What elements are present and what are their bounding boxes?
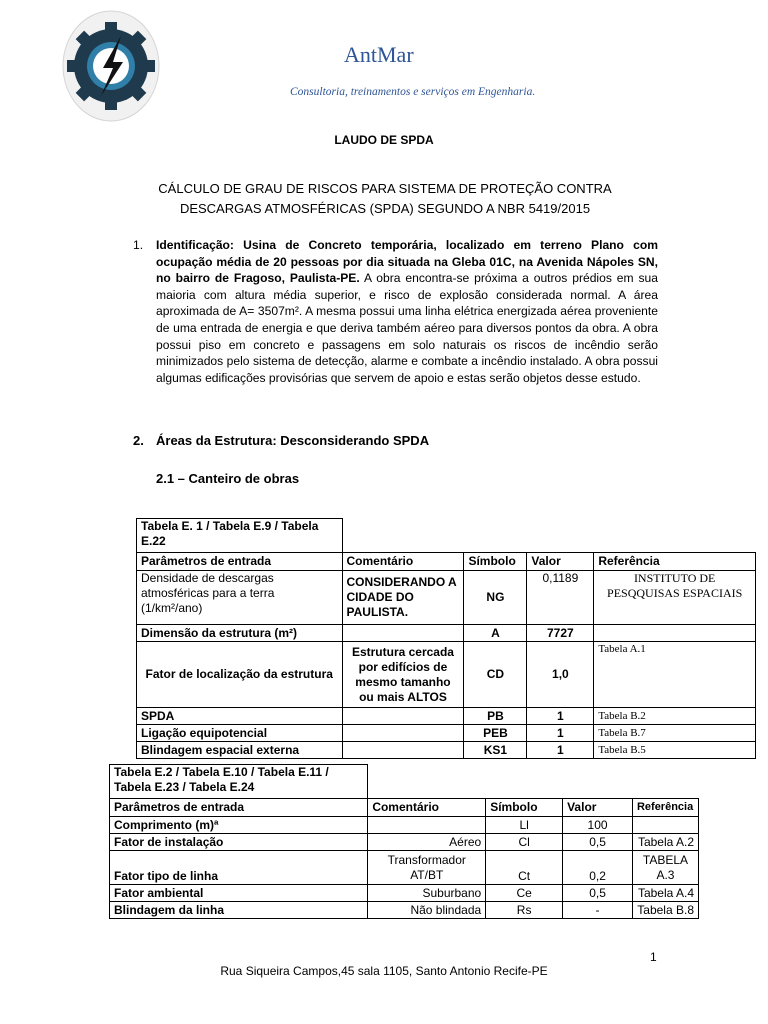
table-header: Comentário bbox=[368, 799, 486, 817]
section-text: A obra encontra-se próxima a outros prédios em sua maioria com altura média superior, e risco de explosão considerada normal. A área aproximada de A= 3507m². A mesma possui uma linha elétrica energizada aérea proveniente de uma entrada de energia e que deriva também aéreo para diversos pontos da obra. A obra possui piso em concreto e passagens em solo naturais os riscos de incêndio serão minimizados pelo sistema de detecção, alarme e combate a incêndio instalado. A obra possui algumas edificações provisórias que servem de apoio e estas serão objetos desse estudo. bbox=[156, 271, 659, 385]
section-heading: Áreas da Estrutura: Desconsiderando SPDA bbox=[156, 433, 430, 448]
table-parametros-linha bbox=[109, 764, 699, 919]
table-row bbox=[110, 834, 699, 851]
subtitle-line-2: DESCARGAS ATMOSFÉRICAS (SPDA) SEGUNDO A NBR 5419/2015 bbox=[179, 201, 591, 216]
table-cell: Aéreo bbox=[368, 834, 486, 851]
table-cell: Rs bbox=[486, 902, 563, 919]
table-row bbox=[137, 571, 756, 625]
table-row bbox=[137, 725, 756, 742]
table-row bbox=[137, 625, 756, 642]
table-header: Referência bbox=[594, 553, 756, 571]
table-header: Parâmetros de entrada bbox=[137, 553, 343, 571]
section-number: 1. bbox=[133, 238, 144, 252]
table-cell: SPDA bbox=[137, 708, 343, 725]
table-cell: Fator tipo de linha bbox=[110, 851, 368, 885]
table-cell: 100 bbox=[563, 817, 633, 834]
table-cell: Ct bbox=[486, 851, 563, 885]
table-cell: Transformador AT/BT bbox=[368, 851, 486, 885]
table-title: Tabela E. 1 / Tabela E.9 / Tabela E.22 bbox=[137, 519, 343, 553]
section-bold-text: Usina de Concreto temporária, localizado em terreno Plano com ocupação média de 20 pessoas por dia situada na Gleba 01C, na Avenida Nápoles SN, no bairro de Fragoso, Paulista-PE. bbox=[156, 238, 658, 286]
table-cell: Tabela A.2 bbox=[632, 834, 698, 851]
table-cell: - bbox=[563, 902, 633, 919]
table-cell: Fator de localização da estrutura bbox=[137, 642, 343, 708]
table-cell: INSTITUTO DE PESQQUISAS ESPACIAIS bbox=[594, 571, 756, 625]
company-logo bbox=[62, 10, 160, 122]
table-cell: 1,0 bbox=[527, 642, 594, 708]
subsection-heading: 2.1 – Canteiro de obras bbox=[156, 471, 300, 486]
table-header: Valor bbox=[563, 799, 633, 817]
table-header: Referência bbox=[632, 799, 698, 817]
table-row bbox=[110, 885, 699, 902]
table-cell: Ce bbox=[486, 885, 563, 902]
table-cell: NG bbox=[464, 571, 527, 625]
table-cell bbox=[632, 817, 698, 834]
table-cell: 7727 bbox=[527, 625, 594, 642]
table-cell: Ligação equipotencial bbox=[137, 725, 343, 742]
table-cell: Densidade de descargas atmosféricas para a terra (1/km²/ano) bbox=[137, 571, 343, 625]
table-cell: Comprimento (m)ª bbox=[110, 817, 368, 834]
company-name: AntMar bbox=[344, 42, 414, 67]
page-number: 1 bbox=[650, 950, 657, 964]
table-cell: 0,5 bbox=[563, 885, 633, 902]
table-cell: PEB bbox=[464, 725, 527, 742]
section-areas-heading bbox=[133, 433, 429, 448]
table-cell bbox=[342, 708, 464, 725]
table-parametros-estrutura bbox=[136, 518, 756, 759]
table-row bbox=[110, 817, 699, 834]
table-cell: TABELA A.3 bbox=[632, 851, 698, 885]
table-title: Tabela E.2 / Tabela E.10 / Tabela E.11 / Tabela E.23 / Tabela E.24 bbox=[110, 765, 368, 799]
table-cell: 1 bbox=[527, 708, 594, 725]
table-cell: Blindagem espacial externa bbox=[137, 742, 343, 759]
table-cell: Tabela B.5 bbox=[594, 742, 756, 759]
table-cell: 0,1189 bbox=[527, 571, 594, 625]
section-heading: Identificação: bbox=[156, 238, 234, 252]
table-cell bbox=[342, 625, 464, 642]
table-cell: Cl bbox=[486, 834, 563, 851]
section-identificacao bbox=[133, 237, 658, 386]
table-cell: Estrutura cercada por edifícios de mesmo tamanho ou mais ALTOS bbox=[342, 642, 464, 708]
table-cell: Não blindada bbox=[368, 902, 486, 919]
document-subtitle bbox=[140, 179, 630, 219]
table-header: Comentário bbox=[342, 553, 464, 571]
section-body bbox=[156, 237, 658, 386]
table-cell: Tabela B.7 bbox=[594, 725, 756, 742]
table-cell: Fator de instalação bbox=[110, 834, 368, 851]
table-cell: Tabela A.4 bbox=[632, 885, 698, 902]
table-cell: Blindagem da linha bbox=[110, 902, 368, 919]
table-cell: PB bbox=[464, 708, 527, 725]
table-cell bbox=[594, 625, 756, 642]
table-cell bbox=[368, 817, 486, 834]
table-cell: 1 bbox=[527, 742, 594, 759]
table-cell: KS1 bbox=[464, 742, 527, 759]
table-cell: Suburbano bbox=[368, 885, 486, 902]
table-cell: 0,2 bbox=[563, 851, 633, 885]
table-cell: Dimensão da estrutura (m²) bbox=[137, 625, 343, 642]
table-cell: Tabela B.2 bbox=[594, 708, 756, 725]
table-cell bbox=[342, 725, 464, 742]
table-header: Símbolo bbox=[464, 553, 527, 571]
company-tagline: Consultoria, treinamentos e serviços em Engenharia. bbox=[290, 86, 536, 98]
table-cell: 0,5 bbox=[563, 834, 633, 851]
table-row bbox=[110, 902, 699, 919]
table-row bbox=[137, 708, 756, 725]
footer-address: Rua Siqueira Campos,45 sala 1105, Santo Antonio Recife-PE bbox=[220, 964, 548, 978]
table-cell: A bbox=[464, 625, 527, 642]
table-cell: CD bbox=[464, 642, 527, 708]
table-header: Símbolo bbox=[486, 799, 563, 817]
table-cell: 1 bbox=[527, 725, 594, 742]
table-cell: Ll bbox=[486, 817, 563, 834]
table-cell: Tabela A.1 bbox=[594, 642, 756, 708]
table-cell bbox=[342, 742, 464, 759]
table-row bbox=[137, 742, 756, 759]
table-cell: CONSIDERANDO A CIDADE DO PAULISTA. bbox=[342, 571, 464, 625]
table-row bbox=[110, 851, 699, 885]
table-header: Valor bbox=[527, 553, 594, 571]
section-number: 2. bbox=[133, 433, 144, 448]
table-header: Parâmetros de entrada bbox=[110, 799, 368, 817]
table-row bbox=[137, 642, 756, 708]
subtitle-line-1: CÁLCULO DE GRAU DE RISCOS PARA SISTEMA DE PROTEÇÃO CONTRA bbox=[158, 181, 612, 196]
table-cell: Fator ambiental bbox=[110, 885, 368, 902]
document-title: LAUDO DE SPDA bbox=[334, 133, 434, 147]
table-cell: Tabela B.8 bbox=[632, 902, 698, 919]
